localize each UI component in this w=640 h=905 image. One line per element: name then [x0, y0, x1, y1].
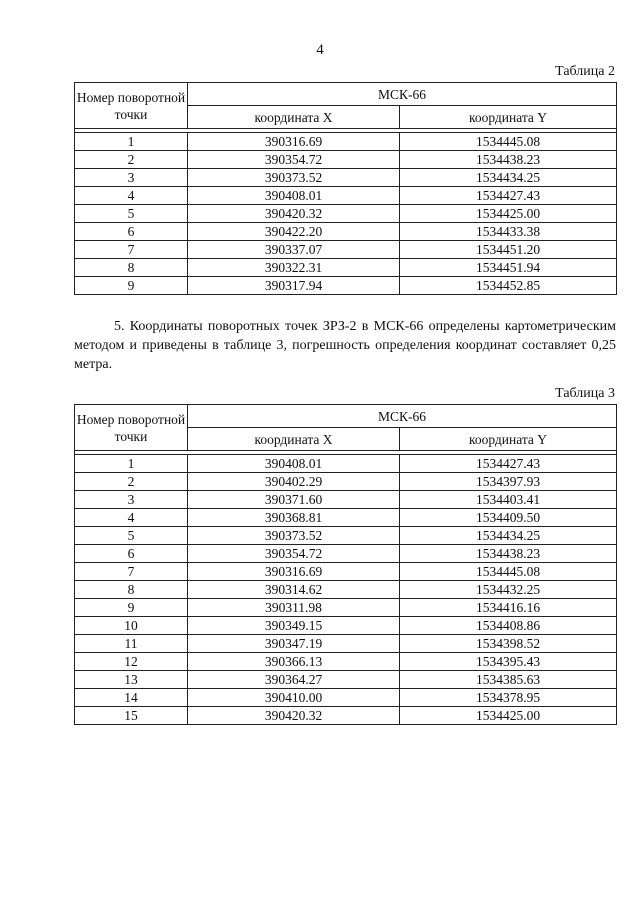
- coordinate-x-cell: 390316.69: [188, 563, 400, 581]
- coordinate-y-cell: 1534434.25: [400, 527, 617, 545]
- table2-header-y: координата Y: [400, 106, 617, 129]
- point-number-cell: 5: [75, 205, 188, 223]
- table-row: [75, 671, 617, 689]
- point-number-cell: 3: [75, 169, 188, 187]
- table-row: [75, 653, 617, 671]
- coordinate-x-cell: 390316.69: [188, 133, 400, 151]
- coordinate-x-cell: 390317.94: [188, 277, 400, 295]
- table-row: [75, 259, 617, 277]
- coordinate-y-cell: 1534433.38: [400, 223, 617, 241]
- coordinate-x-cell: 390337.07: [188, 241, 400, 259]
- point-number-cell: 11: [75, 635, 188, 653]
- table-row: [75, 241, 617, 259]
- coordinate-y-cell: 1534445.08: [400, 563, 617, 581]
- coordinate-x-cell: 390364.27: [188, 671, 400, 689]
- point-number-cell: 9: [75, 599, 188, 617]
- point-number-cell: 12: [75, 653, 188, 671]
- coordinate-x-cell: 390347.19: [188, 635, 400, 653]
- coordinate-y-cell: 1534378.95: [400, 689, 617, 707]
- table-row: [75, 689, 617, 707]
- point-number-cell: 6: [75, 223, 188, 241]
- coordinate-y-cell: 1534425.00: [400, 707, 617, 725]
- coordinate-y-cell: 1534445.08: [400, 133, 617, 151]
- table-row: [75, 205, 617, 223]
- coordinate-y-cell: 1534451.94: [400, 259, 617, 277]
- table3-body: [75, 455, 617, 725]
- point-number-cell: 15: [75, 707, 188, 725]
- point-number-cell: 4: [75, 509, 188, 527]
- coordinate-x-cell: 390420.32: [188, 707, 400, 725]
- table2-body: [75, 133, 617, 295]
- table-row: [75, 527, 617, 545]
- table-row: [75, 617, 617, 635]
- point-number-cell: 6: [75, 545, 188, 563]
- table3-header-system: МСК-66: [188, 405, 617, 428]
- table2-header-x: координата X: [188, 106, 400, 129]
- table-row: [75, 707, 617, 725]
- point-number-cell: 10: [75, 617, 188, 635]
- point-number-cell: 3: [75, 491, 188, 509]
- point-number-cell: 1: [75, 455, 188, 473]
- page-number: 4: [316, 42, 324, 58]
- table-row: [75, 473, 617, 491]
- coordinate-y-cell: 1534432.25: [400, 581, 617, 599]
- point-number-cell: 5: [75, 527, 188, 545]
- point-number-cell: 8: [75, 259, 188, 277]
- coordinate-x-cell: 390422.20: [188, 223, 400, 241]
- point-number-cell: 7: [75, 241, 188, 259]
- table-row: [75, 151, 617, 169]
- table-row: [75, 545, 617, 563]
- coordinate-y-cell: 1534397.93: [400, 473, 617, 491]
- table-row: [75, 455, 617, 473]
- point-number-cell: 4: [75, 187, 188, 205]
- coordinate-y-cell: 1534427.43: [400, 187, 617, 205]
- point-number-cell: 2: [75, 151, 188, 169]
- table-row: [75, 563, 617, 581]
- table-row: [75, 581, 617, 599]
- table3-header-y: координата Y: [400, 428, 617, 451]
- point-number-cell: 8: [75, 581, 188, 599]
- coordinate-y-cell: 1534438.23: [400, 545, 617, 563]
- coordinate-x-cell: 390314.62: [188, 581, 400, 599]
- coordinate-x-cell: 390311.98: [188, 599, 400, 617]
- point-number-cell: 7: [75, 563, 188, 581]
- table2: [74, 82, 617, 295]
- coordinate-y-cell: 1534395.43: [400, 653, 617, 671]
- paragraph-text: 5. Координаты поворотных точек ЗРЗ-2 в МСК-66 определены картометрическим методом и приведены в таблице 3, погрешность определения координат составляет 0,25 метра.: [74, 319, 616, 372]
- table-row: [75, 509, 617, 527]
- point-number-cell: 9: [75, 277, 188, 295]
- coordinate-x-cell: 390366.13: [188, 653, 400, 671]
- coordinate-y-cell: 1534438.23: [400, 151, 617, 169]
- coordinate-y-cell: 1534451.20: [400, 241, 617, 259]
- table3-caption: Таблица 3: [555, 386, 615, 401]
- coordinate-x-cell: 390410.00: [188, 689, 400, 707]
- table3: [74, 404, 617, 725]
- coordinate-y-cell: 1534409.50: [400, 509, 617, 527]
- coordinate-y-cell: 1534385.63: [400, 671, 617, 689]
- table-row: [75, 635, 617, 653]
- table-row: [75, 187, 617, 205]
- table2-header-system: МСК-66: [188, 83, 617, 106]
- coordinate-x-cell: 390371.60: [188, 491, 400, 509]
- coordinate-x-cell: 390322.31: [188, 259, 400, 277]
- coordinate-y-cell: 1534403.41: [400, 491, 617, 509]
- coordinate-y-cell: 1534416.16: [400, 599, 617, 617]
- table-row: [75, 223, 617, 241]
- table-row: [75, 133, 617, 151]
- coordinate-y-cell: 1534408.86: [400, 617, 617, 635]
- coordinate-x-cell: 390373.52: [188, 527, 400, 545]
- coordinate-x-cell: 390402.29: [188, 473, 400, 491]
- table-row: [75, 599, 617, 617]
- coordinate-x-cell: 390373.52: [188, 169, 400, 187]
- coordinate-x-cell: 390354.72: [188, 151, 400, 169]
- point-number-cell: 2: [75, 473, 188, 491]
- paragraph-coordinates-note: [74, 317, 616, 374]
- table2-caption: Таблица 2: [555, 64, 615, 79]
- coordinate-y-cell: 1534425.00: [400, 205, 617, 223]
- table2-header-point: Номер поворотной точки: [75, 83, 188, 129]
- coordinate-x-cell: 390368.81: [188, 509, 400, 527]
- coordinate-x-cell: 390420.32: [188, 205, 400, 223]
- coordinate-y-cell: 1534434.25: [400, 169, 617, 187]
- coordinate-x-cell: 390349.15: [188, 617, 400, 635]
- point-number-cell: 14: [75, 689, 188, 707]
- table3-header-point: Номер поворотной точки: [75, 405, 188, 451]
- point-number-cell: 13: [75, 671, 188, 689]
- coordinate-y-cell: 1534427.43: [400, 455, 617, 473]
- coordinate-x-cell: 390354.72: [188, 545, 400, 563]
- table3-header-x: координата X: [188, 428, 400, 451]
- coordinate-x-cell: 390408.01: [188, 455, 400, 473]
- table-row: [75, 169, 617, 187]
- coordinate-x-cell: 390408.01: [188, 187, 400, 205]
- table-row: [75, 491, 617, 509]
- table-row: [75, 277, 617, 295]
- coordinate-y-cell: 1534398.52: [400, 635, 617, 653]
- coordinate-y-cell: 1534452.85: [400, 277, 617, 295]
- point-number-cell: 1: [75, 133, 188, 151]
